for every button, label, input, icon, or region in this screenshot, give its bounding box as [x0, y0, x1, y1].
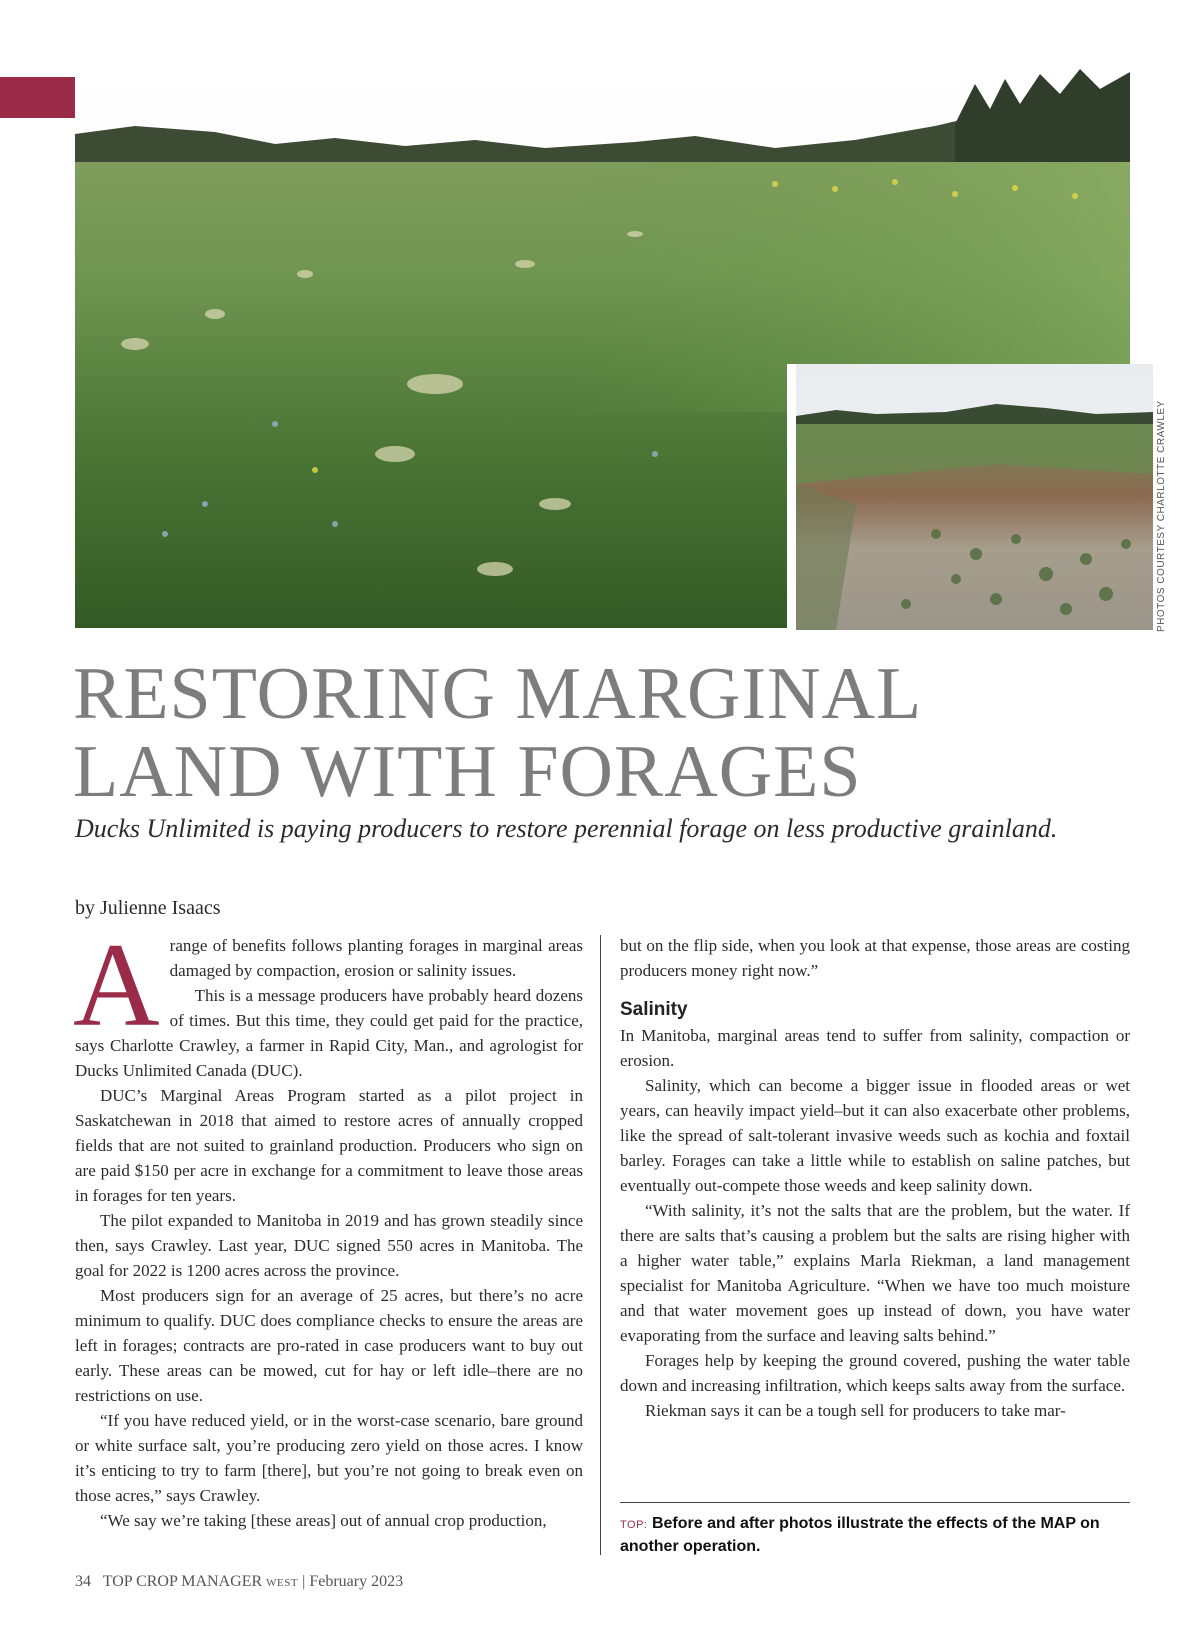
paragraph-8: but on the flip side, when you look at that expense, those areas are costing producers money right now.” [620, 936, 1130, 980]
right-column [620, 933, 1130, 1423]
paragraph-5: Most producers sign for an average of 25 acres, but there’s no acre minimum to qualify. DUC does compliance checks to ensure the areas are left in forages; contracts are pro-rated in case producers want to buy out early. These areas can be mowed, cut for hay or left idle–there are no restrictions on use. [75, 1286, 583, 1405]
paragraph-13: Riekman says it can be a tough sell for producers to take mar- [645, 1401, 1066, 1420]
photo-credit: PHOTOS COURTESY CHARLOTTE CRAWLEY [1156, 400, 1167, 632]
publication-name: TOP CROP MANAGER [102, 1573, 263, 1590]
paragraph-1-text: range of benefits follows planting forages in marginal areas damaged by compaction, erosion or salinity issues. [169, 936, 583, 980]
column-divider [600, 935, 601, 1555]
paragraph-2: This is a message producers have probably heard dozens of times. But this time, they could get paid for the practice, says Charlotte Crawley, a farmer in Rapid City, Man., and agrologist for Ducks Unlimited Canada (DUC). [75, 986, 583, 1080]
headline-line-2: LAND WITH FORAGES [73, 731, 862, 813]
caption-tag: TOP: [620, 1519, 648, 1531]
paragraph-4: The pilot expanded to Manitoba in 2019 and has grown steadily since then, says Crawley. Last year, DUC signed 550 acres in Manitoba. The goal for 2022 is 1200 acres across the province. [75, 1211, 583, 1280]
byline: by Julienne Isaacs [75, 897, 221, 919]
article-deck: Ducks Unlimited is paying producers to restore perennial forage on less productive grainland. [75, 814, 1058, 843]
headline-line-1: RESTORING MARGINAL [73, 653, 923, 735]
paragraph-10: Salinity, which can become a bigger issue in flooded areas or wet years, can heavily impact yield–but it can also exacerbate other problems, like the spread of salt-tolerant invasive weeds such as kochia and foxtail barley. Forages can take a little while to establish on saline patches, but eventually out-compete those weeds and keep salinity down. [620, 1076, 1130, 1195]
paragraph-12: Forages help by keeping the ground covered, pushing the water table down and increasing infiltration, which keeps salts away from the surface. [620, 1351, 1130, 1395]
photo-caption [620, 1513, 1100, 1557]
saline-field-image [796, 364, 1153, 630]
paragraph-9: In Manitoba, marginal areas tend to suffer from salinity, compaction or erosion. [620, 1026, 1130, 1070]
paragraph-6: “If you have reduced yield, or in the worst-case scenario, bare ground or white surface salt, you’re producing zero yield on those acres. I know it’s enticing to try to farm [there], but you’re not going to break even on those acres,” says Crawley. [75, 1411, 583, 1505]
left-column [73, 918, 583, 1533]
issue-date: February 2023 [309, 1573, 404, 1590]
footer-separator: | [302, 1573, 306, 1590]
page-number: 34 [75, 1573, 91, 1590]
paragraph-11: “With salinity, it’s not the salts that are the problem, but the water. If there are salts that’s causing a problem but the salts are rising higher with a higher water table,” explains Marla Riekman, a land management specialist for Manitoba Agriculture. “When we have too much moisture and that water movement goes up instead of down, you have water evaporating from the surface and leaving salts behind.” [620, 1201, 1130, 1345]
drop-cap: A [73, 918, 160, 1051]
paragraph-7: “We say we’re taking [these areas] out of annual crop production, [100, 1511, 547, 1530]
saline-field-inset-photo [787, 364, 1154, 630]
publication-edition: WEST [266, 1577, 299, 1589]
article-headline [73, 655, 1133, 811]
caption-rule [620, 1502, 1130, 1503]
caption-text: Before and after photos illustrate the effects of the MAP on another operation. [620, 1515, 1100, 1555]
paragraph-3: DUC’s Marginal Areas Program started as a pilot project in Saskatchewan in 2018 that aimed to restore acres of annually cropped fields that are not suited to grainland production. Producers who sign on are paid $150 per acre in exchange for a commitment to leave those areas in forages for ten years. [75, 1086, 583, 1205]
page-footer [75, 1573, 403, 1591]
subhead-salinity: Salinity [620, 999, 688, 1020]
